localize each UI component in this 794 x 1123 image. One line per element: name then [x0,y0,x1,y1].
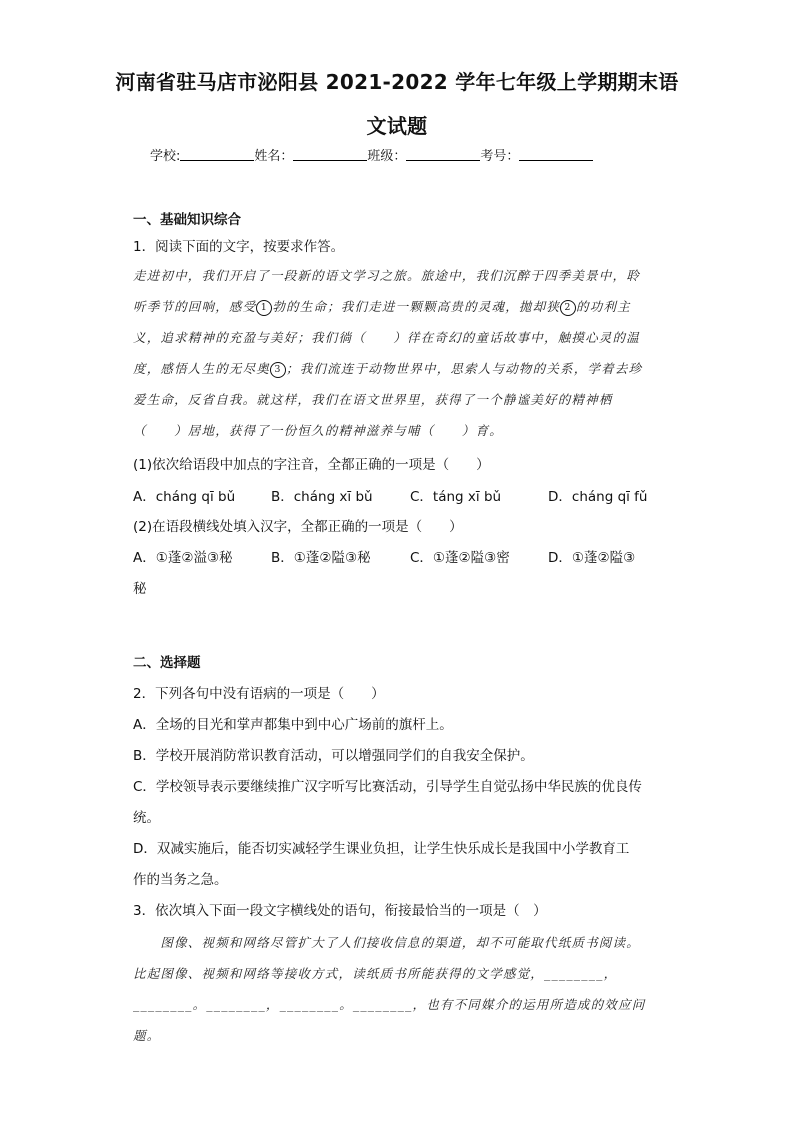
name-label: 姓名： [254,149,294,164]
q2-option-d[interactable]: D．双减实施后，能否切实减轻学生课业负担，让学生快乐成长是我国中小学教育工 [133,841,630,857]
sub1-option-a[interactable]: A．cháng qī bǔ [133,489,236,505]
class-blank[interactable] [406,148,480,161]
school-label: 学校: [150,149,181,164]
passage-line: （ ）居地，获得了一份恒久的精神滋养与哺（ ）育。 [133,423,503,438]
exam-title-line1: 河南省驻马店市泌阳县 2021-2022 学年七年级上学期期末语 [115,70,679,94]
exam-no-label: 考号： [480,149,520,164]
q1-stem: 1．阅读下面的文字，按要求作答。 [133,239,345,255]
blank-2-marker: 2 [560,300,576,316]
class-label: 班级： [367,149,407,164]
section2-heading: 二、选择题 [133,655,201,671]
sub2-option-d-wrap: 秘 [133,581,147,597]
q2-option-c[interactable]: C．学校领导表示要继续推广汉字听写比赛活动，引导学生自觉弘扬中华民族的优良传 [133,779,642,795]
q3-passage-line: 比起图像、视频和网络等接收方式，读纸质书所能获得的文学感觉，________， [133,966,618,981]
sub1-option-b[interactable]: B．cháng xī bǔ [271,489,373,505]
sub2-option-a[interactable]: A．①蓬②溢③秘 [133,550,233,566]
passage-line: 度，感悟人生的无尽奥 3 ；我们流连于动物世界中，思索人与动物的关系，学着去珍 [133,361,643,376]
school-blank[interactable] [180,148,254,161]
q2-option-b[interactable]: B．学校开展消防常识教育活动，可以增强同学们的自我安全保护。 [133,748,534,764]
q2-option-d-wrap: 作的当务之急。 [133,872,228,888]
passage-line: 听季节的回响，感受 1 勃的生命；我们走进一颗颗高贵的灵魂，拋却狭 2 的功利主 [133,299,631,314]
sub2-option-d[interactable]: D．①蓬②隘③ [548,550,636,566]
q3-passage-line: 题。 [133,1028,161,1043]
blank-1-marker: 1 [256,300,272,316]
student-info-line [150,145,644,164]
q3-passage-line: 图像、视频和网络尽管扩大了人们接收信息的渠道，却不可能取代纸质书阅读。 [133,935,640,950]
q3-stem: 3．依次填入下面一段文字横线处的语句，衔接最恰当的一项是（ ） [133,903,547,919]
blank-3-marker: 3 [270,362,286,378]
q2-option-c-wrap: 统。 [133,810,160,826]
section1-heading: 一、基础知识综合 [133,212,241,228]
passage-line: 爱生命，反省自我。就这样，我们在语文世界里，获得了一个静谧美好的精神栖 [133,392,613,407]
exam-title-line2: 文试题 [366,114,428,138]
q2-option-a[interactable]: A．全场的目光和掌声都集中到中心广场前的旗杆上。 [133,717,453,733]
q2-stem: 2．下列各句中没有语病的一项是（ ） [133,686,385,702]
q3-passage-line: ________。________，________。________，也有不同媒介的运用所造成的效应问 [133,997,646,1012]
sub-question-2: (2)在语段横线处填入汉字，全都正确的一项是（ ） [133,519,463,535]
sub2-option-c[interactable]: C．①蓬②隘③密 [410,550,510,566]
sub-question-1: (1)依次给语段中加点的字注音，全都正确的一项是（ ） [133,457,490,473]
sub1-option-d[interactable]: D．cháng qī fǔ [548,489,648,505]
exam-no-blank[interactable] [519,148,593,161]
sub2-option-b[interactable]: B．①蓬②隘③秘 [271,550,371,566]
passage-line: 义，追求精神的充盈与美好；我们徜（ ）徉在奇幻的童话故事中，触摸心灵的温 [133,330,640,345]
sub1-option-c[interactable]: C．táng xī bǔ [410,489,502,505]
name-blank[interactable] [293,148,367,161]
passage-line: 走进初中，我们开启了一段新的语文学习之旅。旅途中，我们沉醉于四季美景中，聆 [133,268,640,283]
